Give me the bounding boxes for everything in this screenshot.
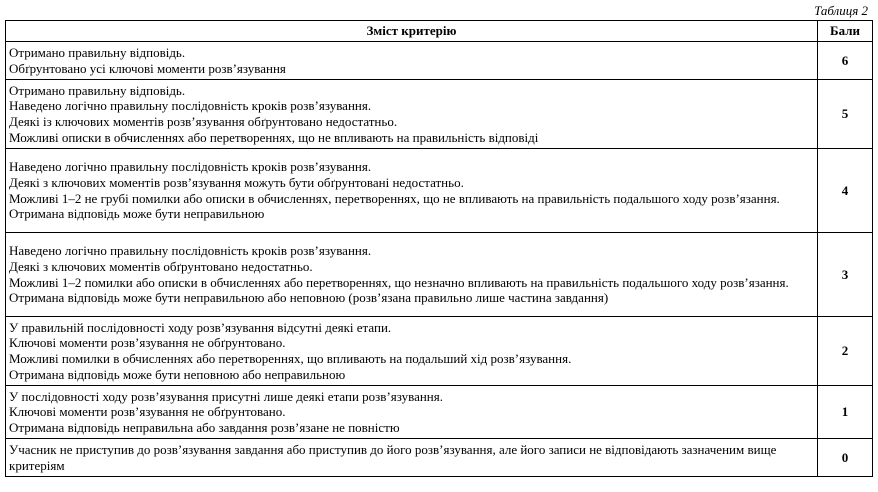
criterion-line: Ключові моменти розв’язування не обґрунтовано. bbox=[9, 335, 286, 351]
criterion-line: Можливі описки в обчисленнях або перетвореннях, що не впливають на правильність відповіді bbox=[9, 129, 539, 145]
criterion-line: У послідовності ходу розв’язування присутні лише деякі етапи розв’язування. bbox=[9, 388, 443, 404]
criterion-line: Отримана відповідь може бути неправильною або неповною (розв’язана правильно лише частина завдання) bbox=[9, 290, 609, 306]
table-row bbox=[6, 233, 873, 317]
criterion-score: 1 bbox=[818, 386, 873, 439]
criterion-line: Наведено логічно правильну послідовність кроків розв’язування. bbox=[9, 98, 372, 114]
criterion-line: Можливі 1–2 не грубі помилки або описки в обчисленнях, перетвореннях, що не впливають на правильність подальшого ходу розв’язання. bbox=[9, 190, 780, 206]
criterion-line: Наведено логічно правильну послідовність кроків розв’язування. bbox=[9, 159, 372, 175]
criterion-score: 3 bbox=[818, 233, 873, 317]
criterion-description bbox=[6, 439, 818, 477]
table-row bbox=[6, 317, 873, 386]
criterion-line: Отримана відповідь неправильна або завдання розв’язане не повністю bbox=[9, 419, 400, 435]
criterion-description bbox=[6, 317, 818, 386]
criterion-line: Наведено логічно правильну послідовність кроків розв’язування. bbox=[9, 243, 372, 259]
criterion-line: Можливі 1–2 помилки або описки в обчисленнях або перетвореннях, що незначно впливають на правильність подальшого ходу розв’язання. bbox=[9, 274, 789, 290]
criterion-score: 6 bbox=[818, 42, 873, 80]
table-row bbox=[6, 439, 873, 477]
criterion-score: 2 bbox=[818, 317, 873, 386]
criterion-description bbox=[6, 149, 818, 233]
criterion-line: Обґрунтовано усі ключові моменти розв’язування bbox=[9, 60, 286, 76]
criterion-line: Отримано правильну відповідь. bbox=[9, 44, 186, 60]
table-row bbox=[6, 386, 873, 439]
criterion-description bbox=[6, 80, 818, 149]
criterion-line: Деякі із ключових моментів розв’язування обґрунтовано недостатньо. bbox=[9, 114, 398, 129]
table-row bbox=[6, 42, 873, 80]
criterion-line: Можливі помилки в обчисленнях або перетвореннях, що впливають на подальший хід розв’язування. bbox=[9, 351, 572, 366]
table-caption: Таблиця 2 bbox=[814, 3, 868, 18]
criteria-table bbox=[5, 20, 873, 477]
header-content: Зміст критерію bbox=[6, 21, 818, 42]
criterion-line: Отримана відповідь може бути неповною або неправильною bbox=[9, 366, 346, 382]
criterion-line: Учасник не приступив до розв’язування завдання або приступив до його розв’язування, але його записи не відповідають зазначеним вище критеріям bbox=[9, 441, 777, 473]
table-row bbox=[6, 80, 873, 149]
criterion-score: 5 bbox=[818, 80, 873, 149]
criterion-score: 4 bbox=[818, 149, 873, 233]
criterion-description bbox=[6, 42, 818, 80]
header-row bbox=[6, 21, 873, 42]
header-score: Бали bbox=[818, 21, 873, 42]
table-row bbox=[6, 149, 873, 233]
criterion-description bbox=[6, 386, 818, 439]
criterion-description bbox=[6, 233, 818, 317]
criterion-score: 0 bbox=[818, 439, 873, 477]
criterion-line: Деякі з ключових моментів розв’язування можуть бути обґрунтовані недостатньо. bbox=[9, 174, 464, 190]
criterion-line: У правильній послідовності ходу розв’язування відсутні деякі етапи. bbox=[9, 319, 392, 335]
criterion-line: Ключові моменти розв’язування не обґрунтовано. bbox=[9, 404, 286, 420]
criterion-line: Отримана відповідь може бути неправильною bbox=[9, 206, 265, 222]
criterion-line: Отримано правильну відповідь. bbox=[9, 82, 186, 98]
criterion-line: Деякі з ключових моментів обґрунтовано недостатньо. bbox=[9, 258, 313, 274]
